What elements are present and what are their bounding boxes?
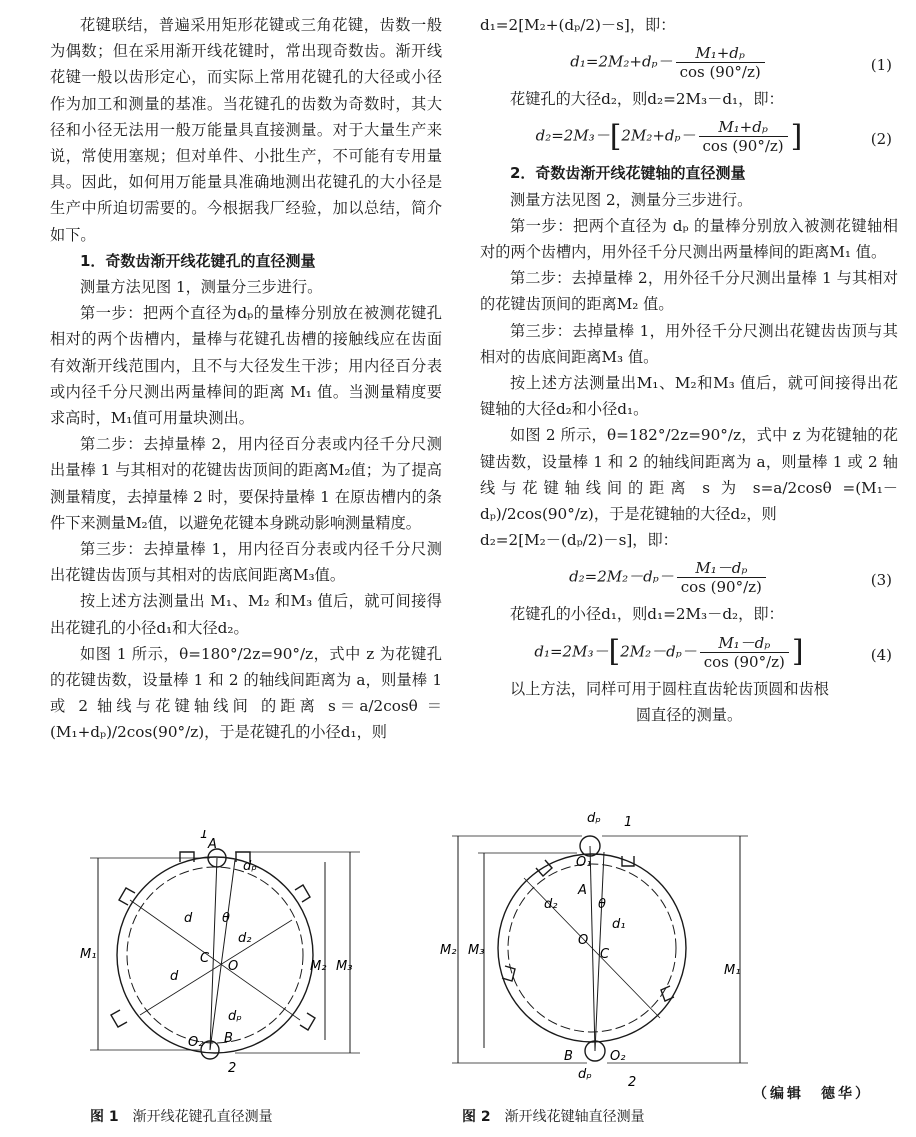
s2-theta: 如图 2 所示，θ=182°/2z=90°/z，式中 z 为花键轴的花键齿数，设量棒 1 和 2 的轴线间距离为 a，则量棒 1 或 2 轴线与花键轴线间的距离 s 为 s=a/2cosθ =(M₁－dₚ)/2cos(90°/z)，于是花键轴的大径d₂，则: [480, 426, 898, 524]
line-d1: d₁=2[M₂+(dₚ/2)－s]，即：: [480, 16, 676, 34]
equation-2: d₂=2M₃－[2M₂+dₚ－ $\frac{\text{M₁+dₚ}}{\cos (90^\circ/z)}$ ] (2): [535, 118, 892, 156]
eq4-lhs: d₁=2M₃－: [534, 642, 609, 661]
line-d1b: 花键孔的小径d₁，则d₁=2M₃－d₂，即：: [510, 605, 784, 624]
fig2-label-M3: M₃: [468, 943, 485, 958]
fig2-caption-num: 图 2: [462, 1109, 491, 1125]
fig1-label-C: C: [200, 951, 210, 966]
fig2-label-A: A: [578, 883, 587, 898]
fig2-label-d2: d₂: [544, 897, 558, 912]
s1-theta: 如图 1 所示，θ=180°/2z=90°/z，式中 z 为花键孔的花键齿数，设量棒 1 和 2 的轴线间距离为 a，则量棒 1 或 2 轴线与花键轴线间 的距离 s＝a/2cosθ ＝(M₁+dₚ)/2cos(90°/z)，于是花键孔的小径d₁，则: [50, 644, 442, 742]
eq1-denominator: cos (90°/z): [679, 63, 761, 82]
eq1-fraction: [676, 44, 765, 81]
s1-step3: 第三步：去掉量棒 1，用内径百分表或内径千分尺测出花键齿齿顶与其相对的齿底间距离M₃值。: [50, 540, 442, 585]
s1-step1: 第一步：把两个直径为dₚ的量棒分别放在被测花键孔相对的两个齿槽内，量棒与花键孔齿槽的接触线应在齿面有效渐开线范围内，且不与大径发生干涉；用内径百分表或内径千分尺测出两量棒间的距离 M₁ 值。当测量精度要求高时，M₁值可用量块测出。: [50, 304, 442, 428]
eq3-numerator: M₁－dₚ: [677, 559, 766, 578]
intro-paragraph: 花键联结，普遍采用矩形花键或三角花键，齿数一般为偶数；但在采用渐开线花键时，常出现奇数齿。渐开线花键一般以齿形定心，而实际上常用花键孔的大径或小径作为加工和测量的基准。当花键孔的齿数为奇数时，其大径和小径无法用一般万能量具直接测量。对于大量生产来说，常使用塞规；但对单件、小批生产，不可能有专用量具。因此，如何用万能量具准确地测出花键孔的大小径是生产中所迫切需要的。今根据我厂经验，加以总结，简介如下。: [50, 16, 442, 244]
eq1-lhs: d₁=2M₂+dₚ－: [570, 52, 673, 71]
fig2-label-B: B: [564, 1049, 573, 1064]
line-d2: 花键孔的大径d₂，则d₂=2M₃－d₁，即：: [510, 90, 784, 109]
s1-method: 测量方法见图 1，测量分三步进行。: [80, 278, 323, 297]
fig2-label-d1: d₁: [612, 917, 626, 932]
fig1-label-dp-bot: dₚ: [228, 1009, 242, 1024]
fig2-label-O1: O₁: [576, 855, 592, 870]
fig2-label-dp-top: dₚ: [587, 811, 601, 826]
eq3-fraction: [677, 559, 766, 596]
eq2-numerator: M₁+dₚ: [699, 118, 788, 137]
figure-1-drawing: [60, 830, 390, 1075]
eq3-lhs: d₂=2M₂－dₚ－: [569, 567, 674, 586]
s2-step1: 第一步：把两个直径为 dₚ 的量棒分别放入被测花键轴相对的两个齿槽内，用外径千分尺测出两量棒间的距离M₁ 值。: [480, 216, 898, 262]
eq3-number: (3): [870, 571, 892, 590]
closing-line-1: 以上方法，同样可用于圆柱直齿轮齿顶圆和齿根: [510, 679, 829, 698]
s2-method: 测量方法见图 2，测量分三步进行。: [510, 190, 753, 209]
figure-2-caption: [462, 1106, 645, 1126]
figure-1: [60, 830, 390, 1075]
fig1-label-A: A: [208, 837, 217, 852]
eq4-numerator: M₁－dₚ: [700, 634, 789, 653]
fig1-major-circle: [117, 857, 313, 1053]
s2-step3: 第三步：去掉量棒 1，用外径千分尺测出花键齿齿顶与其相对的齿底间距离M₃ 值。: [480, 321, 898, 366]
eq2-fraction: [699, 118, 788, 155]
eq4-number: (4): [870, 645, 892, 664]
right-column: [480, 12, 898, 728]
eq2-number: (2): [870, 130, 892, 149]
eq2-inner: 2M₂+dₚ－: [621, 126, 696, 145]
fig2-label-theta: θ: [598, 897, 606, 912]
eq2-lhs: d₂=2M₃－: [535, 126, 610, 145]
fig2-label-O2: O₂: [610, 1049, 626, 1064]
eq3-denominator: cos (90°/z): [680, 578, 762, 597]
eq2-denominator: cos (90°/z): [702, 137, 784, 156]
figure-2-drawing: [432, 808, 762, 1093]
fig1-label-dp-top: dₚ: [243, 859, 257, 874]
s2-step2: 第二步：去掉量棒 2，用外径千分尺测出量棒 1 与其相对的花键齿顶间的距离M₂ 值。: [480, 269, 898, 314]
eq1-number: (1): [870, 56, 892, 75]
fig1-label-theta: θ: [222, 911, 230, 926]
eq4-inner: 2M₂－dₚ－: [620, 642, 697, 661]
fig2-label-2: 2: [628, 1075, 637, 1090]
section1-heading: 1．奇数齿渐开线花键孔的直径测量: [80, 251, 316, 270]
fig1-caption-num: 图 1: [90, 1109, 119, 1125]
fig1-label-M1: M₁: [80, 947, 97, 962]
closing-line-2: 圆直径的测量。: [635, 705, 743, 724]
fig1-label-B: B: [224, 1031, 233, 1046]
s2-result: 按上述方法测量出M₁、M₂和M₃ 值后，就可间接得出花键轴的大径d₂和小径d₁。: [480, 374, 898, 419]
fig1-label-d-up: d: [184, 911, 193, 926]
figure-1-caption: [90, 1106, 273, 1126]
fig2-label-1: 1: [624, 815, 633, 830]
s1-result: 按上述方法测量出 M₁、M₂ 和M₃ 值后，就可间接得出花键孔的小径d₁和大径d₂。: [50, 592, 442, 637]
section2-heading: 2．奇数齿渐开线花键轴的直径测量: [510, 164, 746, 183]
fig2-tooth-notches: [502, 856, 674, 1001]
fig1-label-d2: d₂: [238, 931, 252, 946]
fig1-label-M3: M₃: [336, 959, 353, 974]
fig2-label-M1: M₁: [724, 963, 741, 978]
equation-4: d₁=2M₃－[2M₂－dₚ－ $\frac{\text{M₁－dₚ}}{\cos (90^\circ/z)}$ ] (4): [534, 633, 892, 671]
fig1-caption-title: 渐开线花键孔直径测量: [132, 1109, 273, 1125]
equation-1: [480, 40, 898, 84]
fig1-minor-circle: [127, 867, 303, 1043]
fig1-label-1: 1: [200, 830, 209, 842]
fig1-label-d-left: d: [170, 969, 179, 984]
eq1-numerator: M₁+dₚ: [676, 44, 765, 63]
fig2-caption-title: 渐开线花键轴直径测量: [504, 1109, 645, 1125]
editor-credit: （编辑 德华）: [753, 1086, 872, 1102]
fig2-label-C: C: [600, 947, 610, 962]
s1-step2: 第二步：去掉量棒 2，用内径百分表或内径千分尺测出量棒 1 与其相对的花键齿齿顶间的距离M₂值；为了提高测量精度，去掉量棒 2 时，要保持量棒 1 在原齿槽内的条件下来测量M₂值，以避免花键本身跳动影响测量精度。: [50, 435, 442, 532]
line-d2b: d₂=2[M₂－(dₚ/2)－s]，即：: [480, 531, 678, 550]
fig2-label-dp-bot: dₚ: [578, 1067, 592, 1082]
fig1-label-O: O: [228, 959, 239, 974]
fig2-label-M2: M₂: [440, 943, 457, 958]
eq4-fraction: [700, 634, 789, 671]
equation-3: [480, 555, 898, 599]
eq4-denominator: cos (90°/z): [703, 652, 785, 671]
fig2-label-O: O: [578, 933, 589, 948]
fig1-label-O2: O₂: [188, 1035, 204, 1050]
figure-2: [432, 808, 762, 1093]
fig1-label-M2: M₂: [310, 959, 327, 974]
fig1-label-2: 2: [228, 1061, 237, 1075]
left-column: [50, 12, 442, 746]
